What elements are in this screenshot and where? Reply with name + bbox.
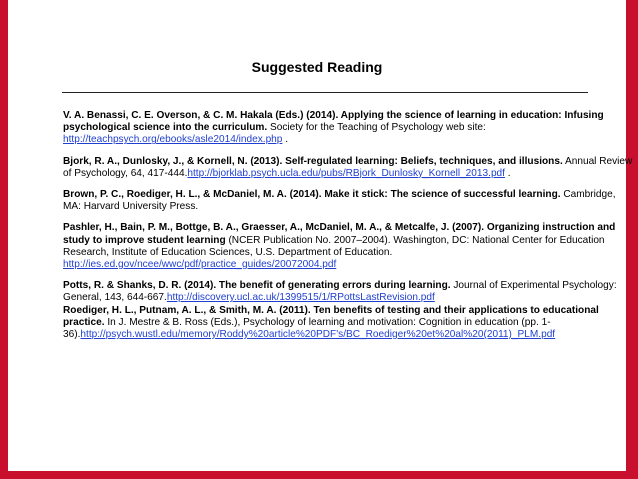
reference-source: Society for the Teaching of Psychology web site:: [267, 122, 486, 134]
reference-source: In J. Mestre & B. Ross (Eds.), Psychology of learning and motivation: Cognition in education (pp. 1-36).: [63, 316, 551, 341]
reference-item: [63, 156, 633, 180]
reference-link[interactable]: http://bjorklab.psych.ucla.edu/pubs/RBjork_Dunlosky_Kornell_2013.pdf: [187, 167, 505, 179]
reference-citation: Brown, P. C., Roediger, H. L., & McDaniel, M. A. (2014). Make it stick: The science of successful learning.: [63, 189, 561, 201]
reference-item: [63, 305, 633, 342]
reference-link[interactable]: http://discovery.ucl.ac.uk/1399515/1/RPottsLastRevision.pdf: [166, 292, 435, 304]
title-divider: [62, 92, 588, 93]
slide-frame-left: [0, 0, 8, 479]
reference-source: Cambridge, MA: Harvard University Press.: [63, 189, 616, 213]
reference-tail: .: [504, 167, 511, 179]
reference-source: Journal of Experimental Psychology: General, 143, 644-667.: [63, 280, 617, 304]
reference-link[interactable]: http://psych.wustl.edu/memory/Roddy%20article%20PDF's/BC_Roediger%20et%20al%20(2011)_PLM.pdf: [80, 329, 556, 341]
reference-item: [63, 189, 633, 213]
reference-citation: Bjork, R. A., Dunlosky, J., & Kornell, N. (2013). Self-regulated learning: Beliefs, techniques, and illusions.: [63, 155, 563, 167]
reference-link[interactable]: http://ies.ed.gov/ncee/wwc/pdf/practice_guides/20072004.pdf: [63, 259, 337, 271]
reference-source: (NCER Publication No. 2007–2004). Washington, DC: National Center for Education Research, Institute of Education Sciences, U.S. Department of Education.: [63, 234, 605, 258]
reference-tail: .: [282, 134, 289, 146]
slide: [8, 0, 633, 471]
slide-frame-bottom: [0, 471, 638, 479]
reference-item: [63, 280, 633, 304]
reference-list: [63, 110, 633, 350]
reference-link[interactable]: http://teachpsych.org/ebooks/asle2014/index.php: [63, 134, 283, 146]
reference-item: [63, 110, 633, 147]
reference-citation: V. A. Benassi, C. E. Overson, & C. M. Hakala (Eds.) (2014). Applying the science of learning in education: Infusing psychological science into the curriculum.: [63, 110, 604, 134]
reference-citation: Potts, R. & Shanks, D. R. (2014). The benefit of generating errors during learning.: [63, 280, 451, 292]
reference-source: Annual Review of Psychology, 64, 417-444.: [63, 155, 633, 179]
slide-title: Suggested Reading: [251, 59, 383, 75]
reference-citation: Roediger, H. L., Putnam, A. L., & Smith, M. A. (2011). Ten benefits of testing and their applications to educational practice.: [63, 304, 599, 328]
reference-citation: Pashler, H., Bain, P. M., Bottge, B. A., Graesser, A., McDaniel, M. A., & Metcalfe, J. (2007). Organizing instruction and study to improve student learning: [63, 222, 616, 246]
reference-item: [63, 222, 633, 271]
